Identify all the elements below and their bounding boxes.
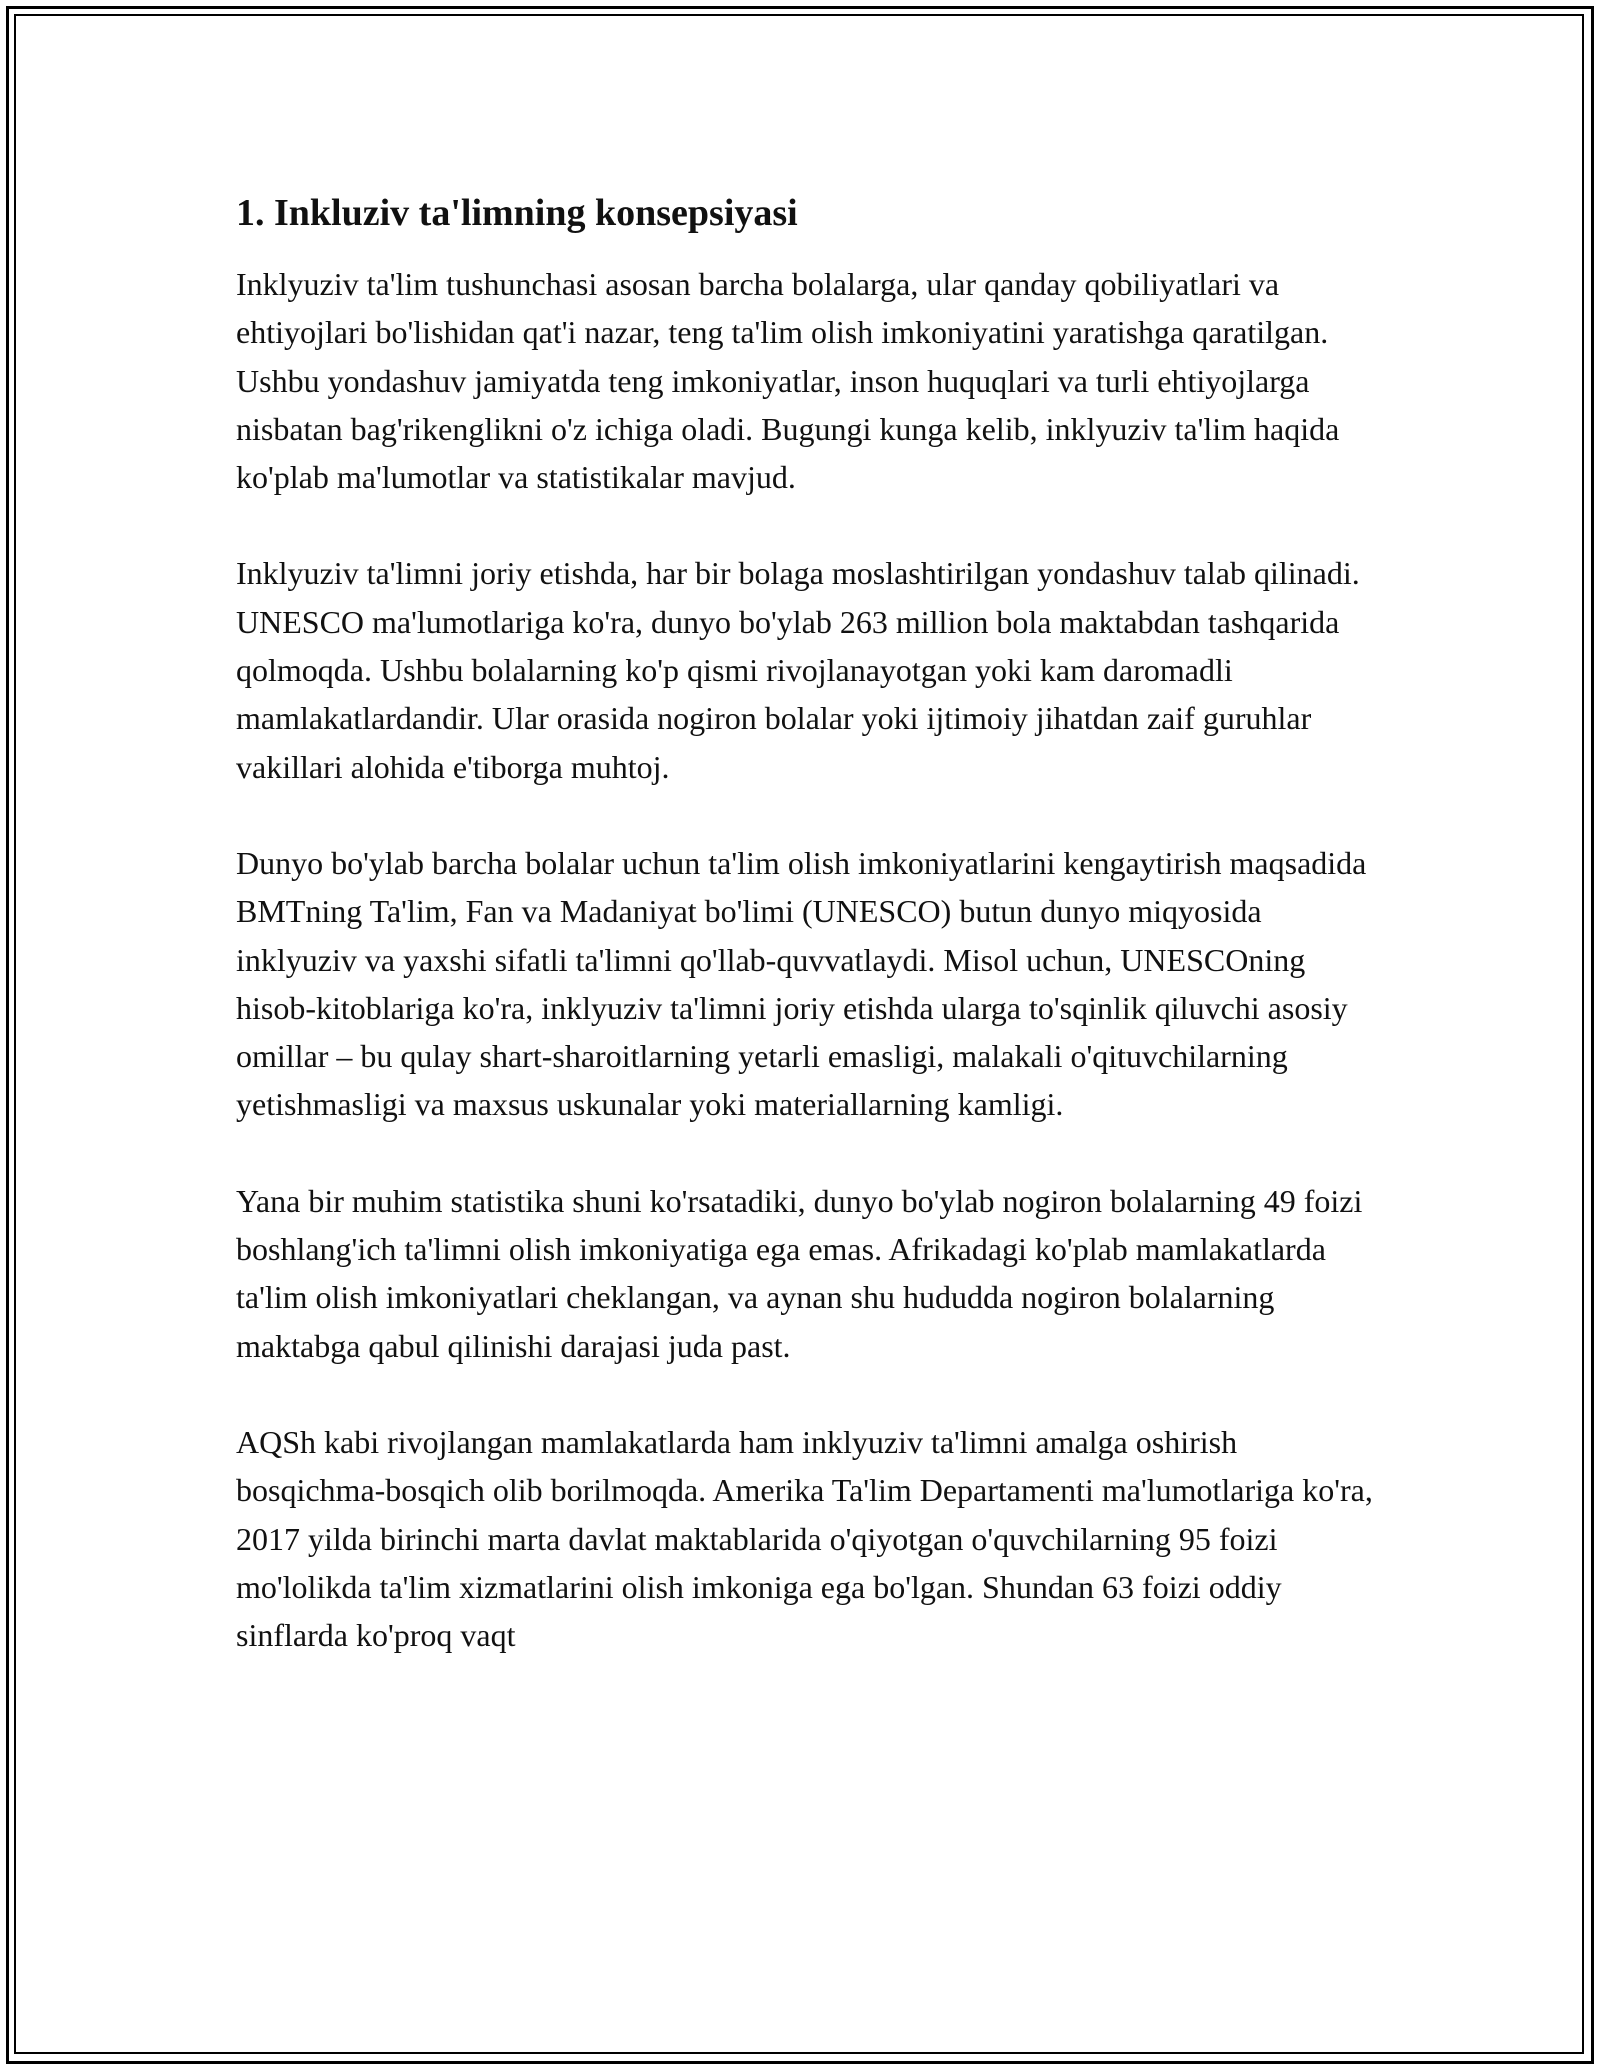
- document-body: [236, 188, 1376, 1707]
- section-title: 1. Inkluziv ta'limning konsepsiyasi: [236, 192, 798, 234]
- paragraph-3: Dunyo bo'ylab barcha bolalar uchun ta'lim olish imkoniyatlarini kengaytirish maqsadida BMTning Ta'lim, Fan va Madaniyat bo'limi (UNESCO) butun dunyo miqyosida inklyuziv va yaxshi sifatli ta'limni qo'llab-quvvatlaydi. Misol uchun, UNESCOning hisob-kitoblariga ko'ra, inklyuziv ta'limni joriy etishda ularga to'sqinlik qiluvchi asosiy omillar – bu qulay shart-sharoitlarning yetarli emasligi, malakali o'qituvchilarning yetishmasligi va maxsus uskunalar yoki materiallarning kamligi.: [236, 844, 1367, 1123]
- paragraph-1: Inklyuziv ta'lim tushunchasi asosan barcha bolalarga, ular qanday qobiliyatlari va ehtiyojlari bo'lishidan qat'i nazar, teng ta'lim olish imkoniyatini yaratishga qaratilgan. Ushbu yondashuv jamiyatda teng imkoniyatlar, inson huquqlari va turli ehtiyojlarga nisbatan bag'rikenglikni o'z ichiga oladi. Bugungi kunga kelib, inklyuziv ta'lim haqida ko'plab ma'lumotlar va statistikalar mavjud.: [236, 266, 1340, 496]
- paragraph-2: Inklyuziv ta'limni joriy etishda, har bir bolaga moslashtirilgan yondashuv talab qilinadi. UNESCO ma'lumotlariga ko'ra, dunyo bo'ylab 263 million bola maktabdan tashqarida qolmoqda. Ushbu bolalarning ko'p qismi rivojlanayotgan yoki kam daromadli mamlakatlardandir. Ular orasida nogiron bolalar yoki ijtimoiy jihatdan zaif guruhlar vakillari alohida e'tiborga muhtoj.: [236, 555, 1360, 785]
- paragraph-4: Yana bir muhim statistika shuni ko'rsatadiki, dunyo bo'ylab nogiron bolalarning 49 foizi boshlang'ich ta'limni olish imkoniyatiga ega emas. Afrikadagi ko'plab mamlakatlarda ta'lim olish imkoniyatlari cheklangan, va aynan shu hududda nogiron bolalarning maktabga qabul qilinishi darajasi juda past.: [236, 1182, 1363, 1364]
- paragraph-5: AQSh kabi rivojlangan mamlakatlarda ham inklyuziv ta'limni amalga oshirish bosqichma-bosqich olib borilmoqda. Amerika Ta'lim Departamenti ma'lumotlariga ko'ra, 2017 yilda birinchi marta davlat maktablarida o'qiyotgan o'quvchilarning 95 foizi mo'lolikda ta'lim xizmatlarini olish imkoniga ega bo'lgan. Shundan 63 foizi oddiy sinflarda ko'proq vaqt: [236, 1423, 1373, 1654]
